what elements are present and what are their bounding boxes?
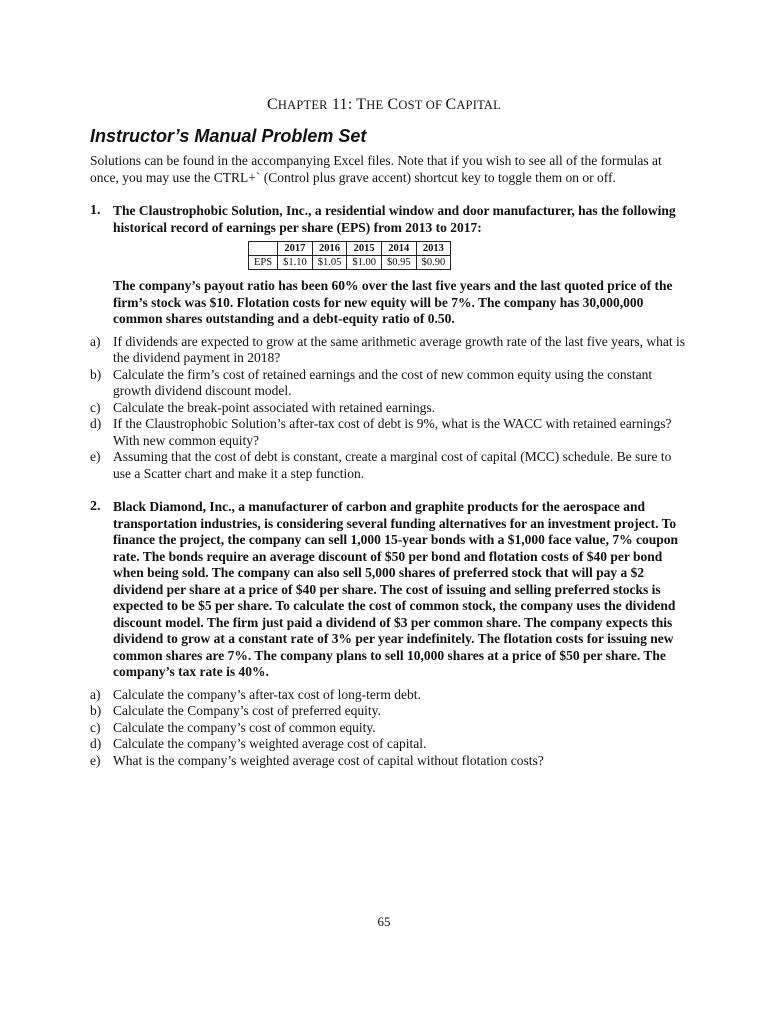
table-header-cell: 2015 [347,242,382,256]
question-list [90,334,690,483]
list-item [90,367,690,400]
problem-2 [90,499,690,769]
chapter-title: CHAPTER 11: THE COST OF CAPITAL [267,96,501,113]
table-header-cell [249,242,278,256]
list-item [90,687,690,704]
problem-statement: Black Diamond, Inc., a manufacturer of carbon and graphite products for the aerospace and transportation industries, is considering several funding alternatives for an investment project. To finance the project, the company can sell 1,000 15-year bonds with a $1,000 face value, 7% coupon rate. The bonds require an average discount of $50 per bond and flotation costs of $40 per bond when being sold. The company can also sell 5,000 shares of preferred stock that will pay a $2 dividend per share at a price of $40 per share. The cost of issuing and selling preferred stocks is expected to be $5 per share. To calculate the cost of common stock, the company uses the dividend discount model. The firm just paid a dividend of $3 per common share. The company expects this dividend to grow at a constant rate of 3% per year indefinitely. The flotation costs for issuing new common shares are 7%. The company plans to sell 10,000 shares at a price of $50 per share. The company’s tax rate is 40%. [113,499,678,679]
list-item [90,703,690,720]
list-item [90,449,690,482]
item-text: Calculate the company’s cost of common equity. [113,719,376,735]
item-text: Calculate the Company’s cost of preferred equity. [113,703,381,718]
item-label: a) [90,686,101,702]
item-label: b) [90,703,102,718]
intro-paragraph: Solutions can be found in the accompanying Excel files. Note that if you wish to see all of the formulas at once, you may use the CTRL+` (Control plus grave accent) shortcut key to toggle them on or off. [90,153,662,185]
table-row-label: EPS [249,256,278,270]
table-cell: $0.95 [381,256,416,270]
table-cell: $1.00 [347,256,382,270]
item-text: What is the company’s weighted average cost of capital without flotation costs? [113,752,544,768]
table-header-row [249,242,451,256]
list-item [90,736,690,753]
list-item [90,416,690,449]
item-label: d) [90,736,102,751]
item-text: Assuming that the cost of debt is constant, create a marginal cost of capital (MCC) schedule. Be sure to use a Scatter chart and make it a step function. [113,449,672,481]
problem-number: 2. [90,499,101,514]
item-label: d) [90,416,102,431]
item-label: b) [90,366,102,382]
item-text: Calculate the company’s weighted average cost of capital. [113,736,427,751]
list-item [90,400,690,417]
table-header-cell: 2017 [278,242,313,256]
table-header-cell: 2014 [381,242,416,256]
table-header-cell: 2013 [416,242,451,256]
item-label: c) [90,719,101,735]
item-label: a) [90,333,101,349]
list-item [90,334,690,367]
eps-table [248,241,451,270]
item-label: e) [90,449,101,464]
question-list [90,687,690,770]
item-text: If the Claustrophobic Solution’s after-tax cost of debt is 9%, what is the WACC with retained earnings? With new common equity? [113,416,672,448]
item-label: e) [90,752,101,768]
list-item [90,720,690,737]
item-label: c) [90,399,101,415]
table-cell: $1.10 [278,256,313,270]
problem-followup: The company’s payout ratio has been 60% over the last five years and the last quoted price of the firm’s stock was $10. Flotation costs for new equity will be 7%. The company has 30,000,000 common shares outstanding and a debt-equity ratio of 0.50. [113,278,673,326]
problem-1 [90,203,690,482]
table-cell: $1.05 [312,256,347,270]
item-text: Calculate the company’s after-tax cost of long-term debt. [113,686,421,702]
problem-number: 1. [90,203,101,218]
table-header-cell: 2016 [312,242,347,256]
problem-statement: The Claustrophobic Solution, Inc., a residential window and door manufacturer, has the following historical record of earnings per share (EPS) from 2013 to 2017: [113,203,676,235]
problem-set-heading: Instructor’s Manual Problem Set [90,126,367,146]
list-item [90,753,690,770]
page-number: 65 [377,914,391,929]
table-cell: $0.90 [416,256,451,270]
item-text: Calculate the break-point associated with retained earnings. [113,399,436,415]
item-text: Calculate the firm’s cost of retained earnings and the cost of new common equity using the constant growth dividend discount model. [113,366,653,398]
table-row [249,256,451,270]
item-text: If dividends are expected to grow at the same arithmetic average growth rate of the last five years, what is the dividend payment in 2018? [113,333,686,365]
